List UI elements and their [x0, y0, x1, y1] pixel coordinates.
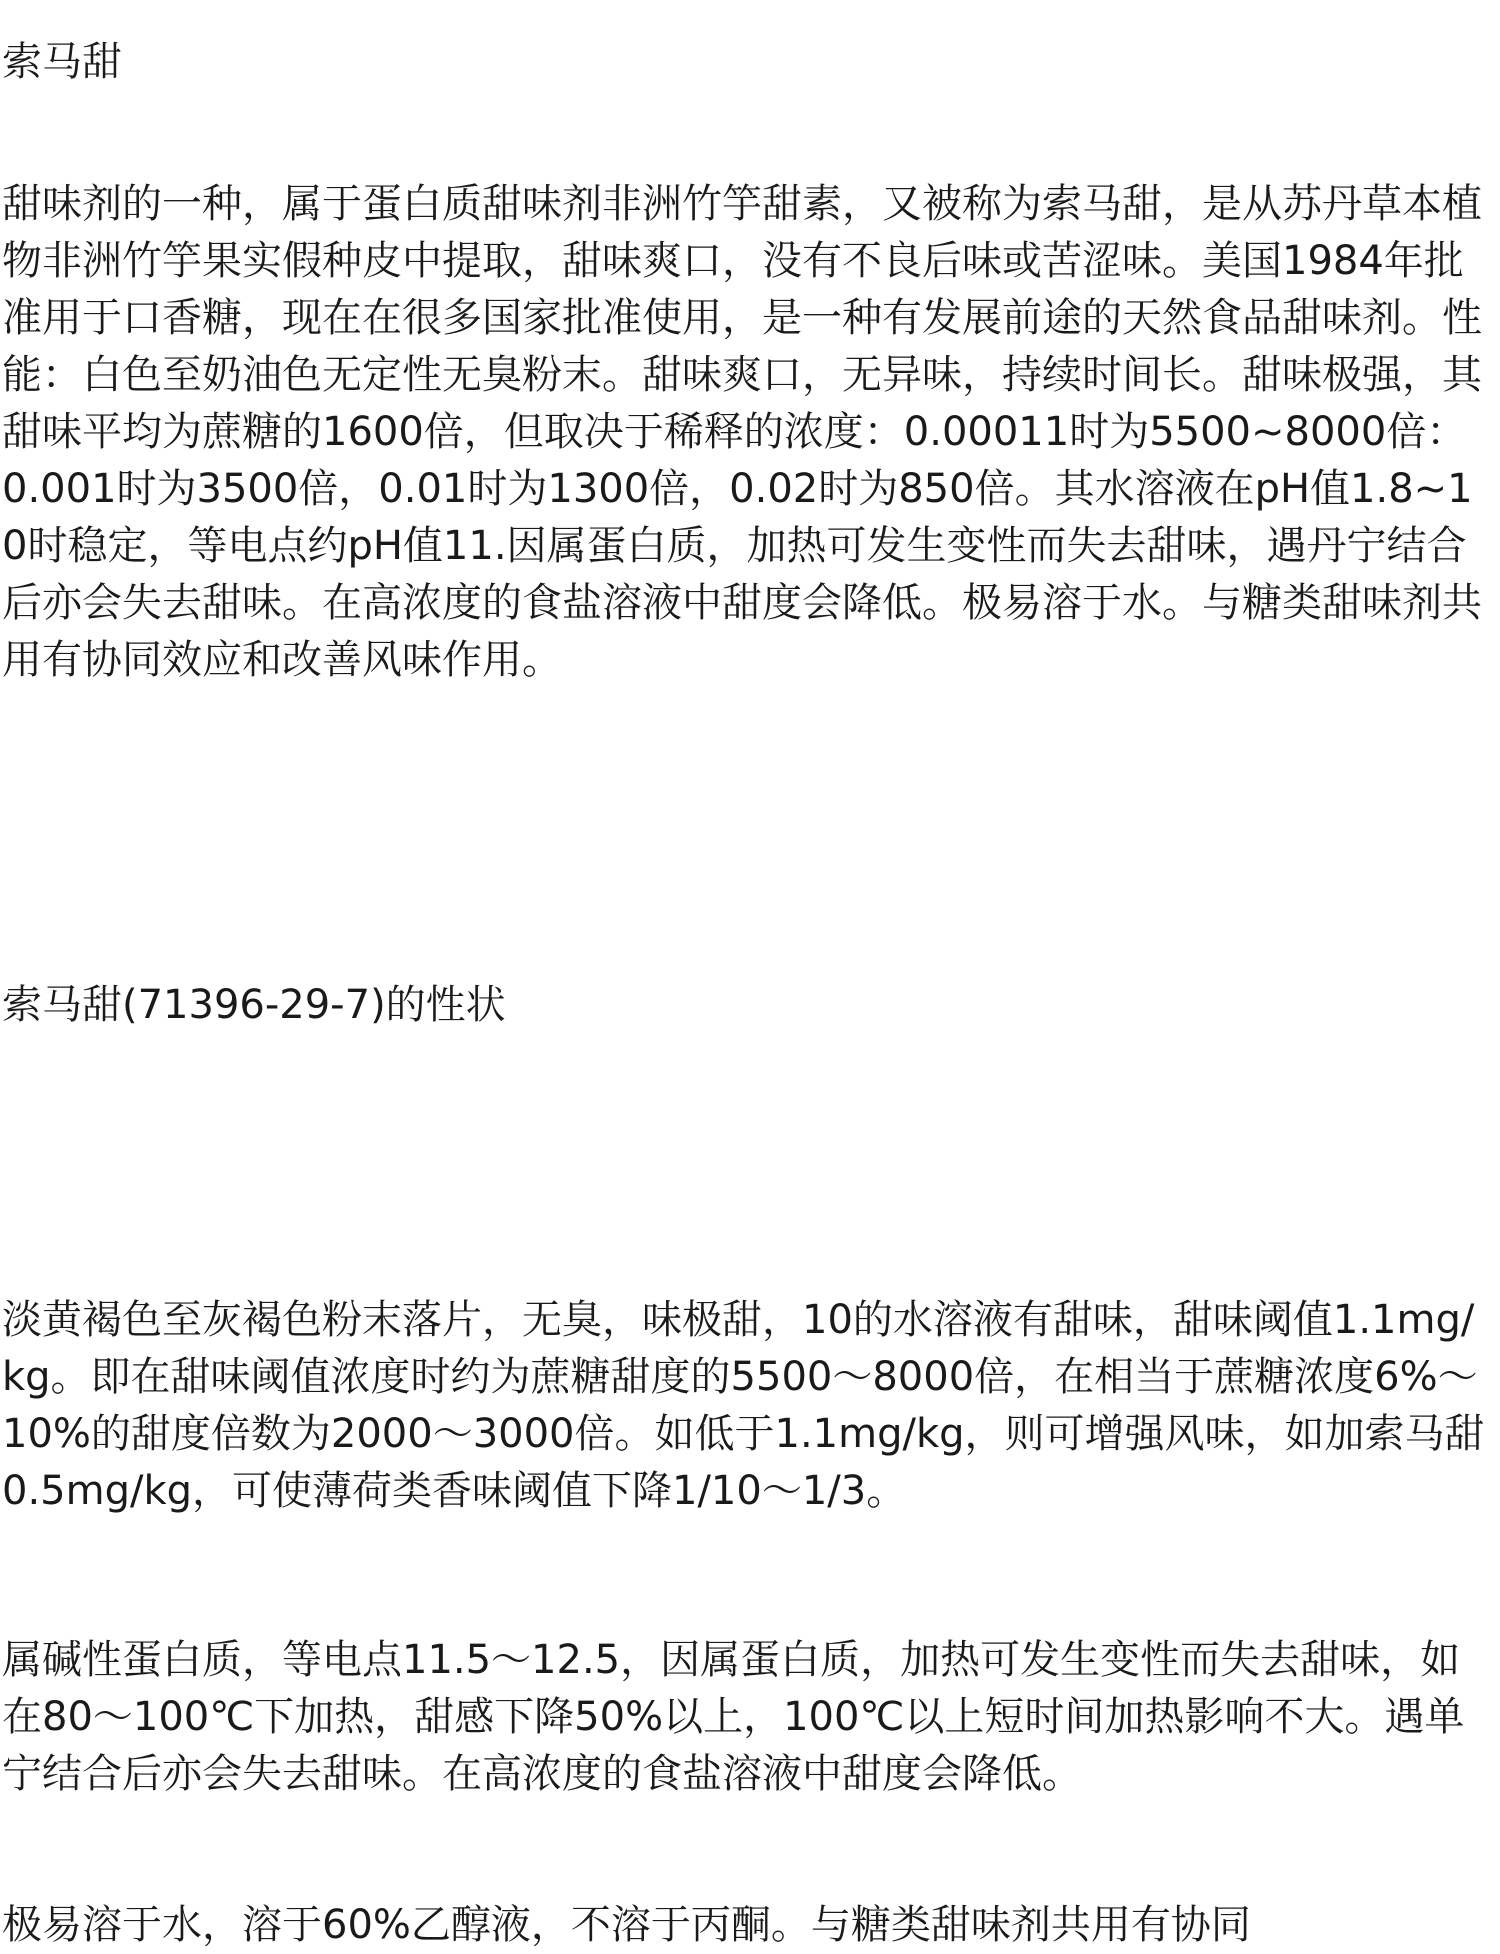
- properties-paragraph-1: 淡黄褐色至灰褐色粉末落片，无臭，味极甜，10的水溶液有甜味，甜味阈值1.1mg/kg。即在甜味阈值浓度时约为蔗糖甜度的5500～8000倍，在相当于蔗糖浓度6%～10%的甜度倍数为2000～3000倍。如低于1.1mg/kg，则可增强风味，如加索马甜0.5mg/kg，可使薄荷类香味阈值下降1/10～1/3。: [2, 1297, 1485, 1514]
- properties-paragraph-2: 属碱性蛋白质，等电点11.5～12.5，因属蛋白质，加热可发生变性而失去甜味，如在80～100℃下加热，甜感下降50%以上，100℃以上短时间加热影响不大。遇单宁结合后亦会失去甜味。在高浓度的食盐溶液中甜度会降低。: [2, 1637, 1465, 1797]
- section-heading-sweetener: 索马甜: [2, 39, 122, 85]
- properties-paragraph-3: 极易溶于水，溶于60%乙醇液，不溶于丙酮。与糖类甜味剂共用有协同: [2, 1902, 1251, 1948]
- section-heading-properties: 索马甜(71396-29-7)的性状: [2, 982, 506, 1028]
- sweetener-description-paragraph: 甜味剂的一种，属于蛋白质甜味剂非洲竹竽甜素，又被称为索马甜，是从苏丹草本植物非洲竹竽果实假种皮中提取，甜味爽口，没有不良后味或苦涩味。美国1984年批准用于口香糖，现在在很多国家批准使用，是一种有发展前途的天然食品甜味剂。性能：白色至奶油色无定性无臭粉末。甜味爽口，无异味，持续时间长。甜味极强，其甜味平均为蔗糖的1600倍，但取决于稀释的浓度：0.00011时为5500~8000倍：0.001时为3500倍，0.01时为1300倍，0.02时为850倍。其水溶液在pH值1.8~10时稳定，等电点约pH值11.因属蛋白质，加热可发生变性而失去甜味，遇丹宁结合后亦会失去甜味。在高浓度的食盐溶液中甜度会降低。极易溶于水。与糖类甜味剂共用有协同效应和改善风味作用。: [2, 181, 1482, 683]
